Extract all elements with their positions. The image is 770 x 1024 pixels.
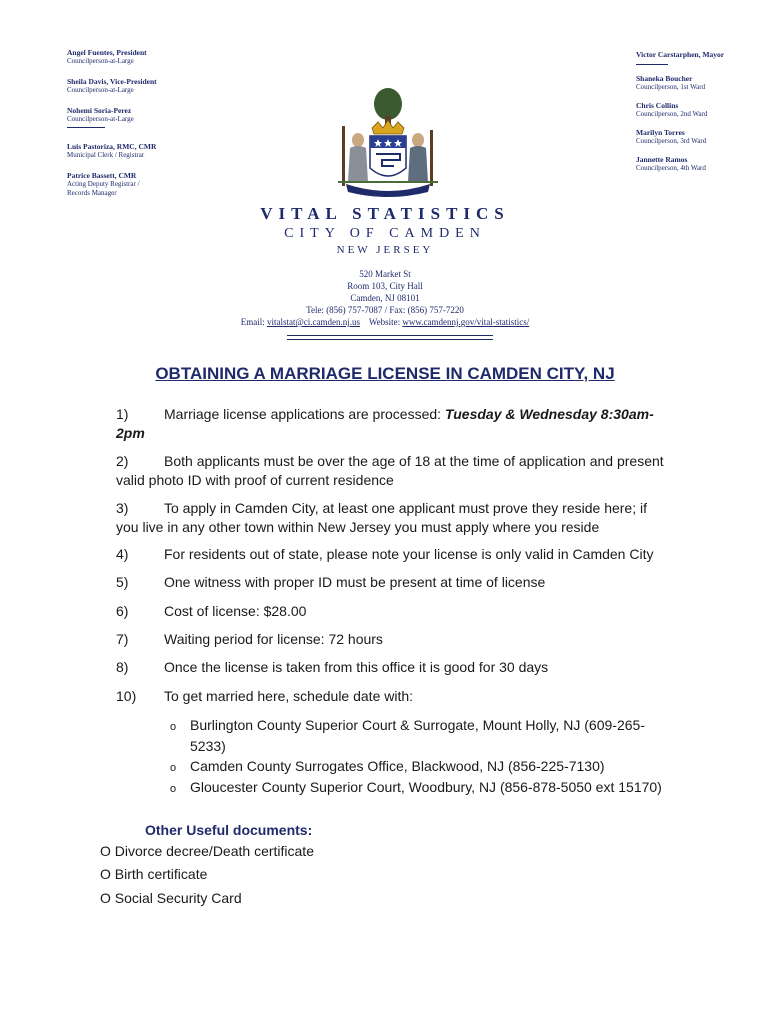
document-item	[100, 842, 314, 861]
item-text: Waiting period for license: 72 hours	[164, 631, 383, 647]
email-link[interactable]: vitalstat@ci.camden.nj.us	[266, 317, 360, 327]
right-officials	[636, 50, 756, 182]
item-text: To apply in Camden City, at least one applicant must prove they reside here; if	[164, 500, 647, 516]
city-zip: Camden, NJ 08101	[350, 293, 420, 303]
other-documents-heading: Other Useful documents:	[145, 822, 313, 838]
list-item	[116, 545, 716, 564]
list-item	[116, 602, 716, 621]
official-title: Councilperson, 3rd Ward	[636, 137, 707, 145]
item-number: 5)	[116, 574, 129, 590]
venue-item	[170, 778, 730, 799]
official-clerk	[67, 142, 237, 160]
item-text: One witness with proper ID must be present at time of license	[164, 574, 546, 590]
item-text: Once the license is taken from this office it is good for 30 days	[164, 659, 549, 675]
city-name: CITY OF CAMDEN	[284, 226, 486, 241]
official-name: Shaneka Boucher	[636, 74, 693, 83]
item-text-cont: valid photo ID with proof of current residence	[116, 472, 394, 488]
list-item	[116, 630, 716, 649]
item-text: For residents out of state, please note your license is only valid in Camden City	[164, 546, 654, 562]
official-ward2	[636, 101, 756, 119]
official-name: Marilyn Torres	[636, 128, 685, 137]
contact-line	[0, 316, 770, 328]
list-item	[116, 499, 716, 537]
item-number: 10)	[116, 688, 137, 704]
item-number: 3)	[116, 500, 129, 516]
phone-fax: Tele: (856) 757-7087 / Fax: (856) 757-7220	[306, 305, 464, 315]
official-deputy-registrar	[67, 171, 237, 198]
item-text-cont: you live in any other town within New Jersey you must apply where you reside	[116, 519, 600, 535]
list-item	[116, 658, 716, 677]
official-title: Councilperson-at-Large	[67, 86, 134, 94]
document-item	[100, 865, 207, 884]
official-vice-president	[67, 77, 237, 95]
item-number: 7)	[116, 631, 129, 647]
official-title: Councilperson-at-Large	[67, 57, 134, 65]
bullet-icon: O	[100, 866, 111, 882]
bullet-icon: o	[170, 721, 177, 733]
list-item	[116, 452, 716, 490]
venue-text: Gloucester County Superior Court, Woodbury, NJ (856-878-5050 ext 15170)	[190, 779, 662, 795]
bullet-icon: O	[100, 890, 111, 906]
left-officials	[67, 48, 237, 209]
item-text: Marriage license applications are processed:	[164, 406, 445, 422]
document-text: Birth certificate	[114, 866, 208, 882]
bullet-icon: O	[100, 843, 111, 859]
item-text: Both applicants must be over the age of 18 at the time of application and present	[164, 453, 664, 469]
divider	[287, 335, 493, 336]
item-number: 8)	[116, 659, 129, 675]
document-item	[100, 889, 242, 908]
venue-text: Camden County Surrogates Office, Blackwood, NJ (856-225-7130)	[190, 758, 605, 774]
venue-item	[170, 757, 730, 778]
official-name: Luis Pastoriza, RMC, CMR	[67, 142, 157, 151]
list-item	[116, 687, 716, 706]
address-block	[0, 268, 770, 328]
official-title: Councilperson, 1st Ward	[636, 83, 706, 91]
item-number: 4)	[116, 546, 129, 562]
official-ward1	[636, 74, 756, 92]
official-title: Municipal Clerk / Registrar	[67, 151, 145, 159]
official-title: Acting Deputy Registrar /	[67, 180, 140, 188]
divider	[287, 339, 493, 340]
page-heading: OBTAINING A MARRIAGE LICENSE IN CAMDEN CITY, NJ	[155, 364, 615, 383]
document-text: Social Security Card	[114, 890, 242, 906]
city-seal-logo	[328, 82, 448, 200]
item-text: To get married here, schedule date with:	[164, 688, 414, 704]
item-number: 6)	[116, 603, 129, 619]
venue-text: Burlington County Superior Court & Surrogate, Mount Holly, NJ (609-265-	[190, 717, 645, 733]
bullet-icon: o	[170, 762, 177, 774]
email-label: Email:	[240, 317, 265, 327]
official-mayor	[636, 50, 756, 65]
vital-statistics-title: VITAL STATISTICS	[260, 204, 510, 223]
item-text: Cost of license: $28.00	[164, 603, 307, 619]
official-title: Councilperson, 2nd Ward	[636, 110, 708, 118]
official-name: Chris Collins	[636, 101, 679, 110]
official-ward4	[636, 155, 756, 173]
divider	[636, 64, 668, 65]
room-address: Room 103, City Hall	[347, 281, 423, 291]
official-name: Angel Fuentes, President	[67, 48, 147, 57]
official-name: Sheila Davis, Vice-President	[67, 77, 157, 86]
divider	[67, 127, 105, 128]
state-name: NEW JERSEY	[336, 244, 434, 256]
official-name: Victor Carstarphen, Mayor	[636, 50, 725, 59]
official-president	[67, 48, 237, 66]
official-name: Jannette Ramos	[636, 155, 688, 164]
venue-item	[170, 716, 730, 756]
street-address: 520 Market St	[359, 269, 411, 279]
official-name: Nohemi Soria-Perez	[67, 106, 132, 115]
list-item	[116, 573, 716, 592]
website-label: Website:	[368, 317, 401, 327]
item-emphasis-cont: 2pm	[116, 425, 145, 441]
venue-text-cont: 5233)	[190, 738, 226, 754]
item-number: 1)	[116, 406, 129, 422]
official-title: Councilperson-at-Large	[67, 115, 134, 123]
official-ward3	[636, 128, 756, 146]
list-item	[116, 405, 716, 443]
bullet-icon: o	[170, 783, 177, 795]
official-councilperson	[67, 106, 237, 128]
official-title-line2: Records Manager	[67, 189, 117, 197]
document-text: Divorce decree/Death certificate	[114, 843, 314, 859]
official-name: Patrice Bassett, CMR	[67, 171, 137, 180]
official-title: Councilperson, 4th Ward	[636, 164, 706, 172]
website-link[interactable]: www.camdennj.gov/vital-statistics/	[402, 317, 530, 327]
item-number: 2)	[116, 453, 129, 469]
item-emphasis: Tuesday & Wednesday 8:30am-	[444, 406, 654, 422]
